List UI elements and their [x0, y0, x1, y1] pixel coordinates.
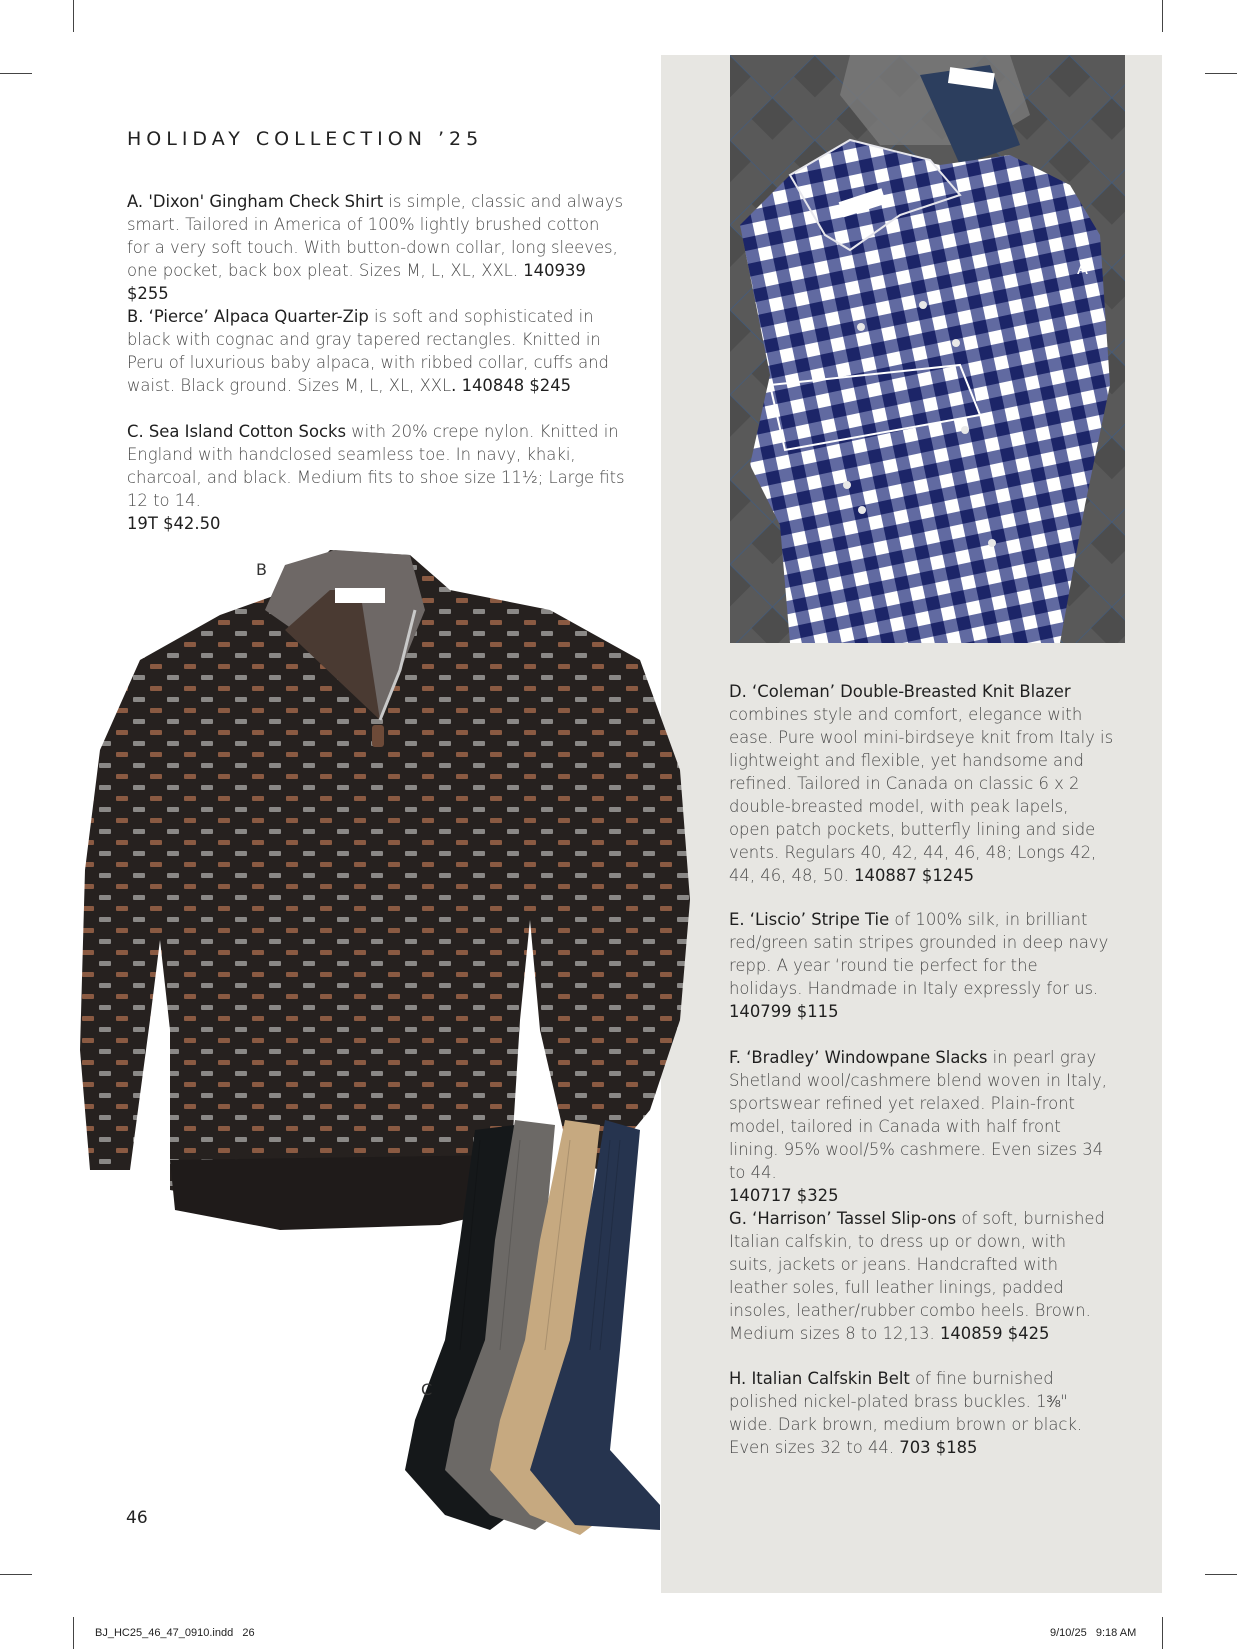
crop-mark-top-right-v [1162, 0, 1163, 32]
product-description-b [127, 305, 627, 397]
product-name-e: E. ‘Liscio’ Stripe Tie [729, 910, 890, 929]
product-text-b: is soft and sophisticated in black with cognac and gray tapered rectangles. Knitted in Peru of luxurious baby alpaca, with ribbed collar, cuffs and waist. Black ground. Sizes M, L, XL, XXL [127, 307, 609, 395]
product-text-a: is simple, classic and always smart. Tailored in America of 100% lightly brushed cotton for a very soft touch. With button-down collar, long sleeves, one pocket, back box pleat. Sizes M, L, XL, XXL. [127, 192, 623, 280]
product-name-h: H. Italian Calfskin Belt [729, 1369, 910, 1388]
photo-label-c: C [421, 1380, 433, 1399]
crop-mark-top-right-h [1205, 73, 1237, 74]
product-code-f: 140717 $325 [729, 1186, 839, 1205]
collection-heading: HOLIDAY COLLECTION ’25 [127, 128, 484, 150]
gingham-shirt-photo [730, 55, 1125, 643]
product-description-e [729, 908, 1114, 1023]
product-name-a: A. 'Dixon' Gingham Check Shirt [127, 192, 384, 211]
sea-island-socks-photo [405, 1120, 705, 1540]
photo-label-a: A [1077, 259, 1088, 278]
crop-mark-top-left-v [73, 0, 74, 32]
product-code-d: 140887 $1245 [854, 866, 975, 885]
product-text-f: in pearl gray Shetland wool/cashmere blend woven in Italy, sportswear refined yet relaxed. Plain-front model, tailored in Canada with half front lining. 95% wool/5% cashmere. Even sizes 34 to 44. [729, 1048, 1107, 1182]
crop-mark-bottom-right-v [1162, 1617, 1163, 1649]
product-description-g [729, 1207, 1114, 1345]
product-text-g: of soft, burnished Italian calfskin, to dress up or down, with suits, jackets or jeans. Handcrafted with leather soles, full leather linings, padded insoles, leather/rubber combo heels. Brown. Medium sizes 8 to 12,13. [729, 1209, 1105, 1343]
product-description-d [729, 680, 1114, 887]
product-code-e: 140799 $115 [729, 1002, 839, 1021]
product-text-h: of fine burnished polished nickel-plated brass buckles. 1⅜" wide. Dark brown, medium brown or black. Even sizes 32 to 44. [729, 1369, 1083, 1457]
crop-mark-bottom-right-h [1205, 1574, 1237, 1575]
product-code-a: 140939 $255 [127, 261, 586, 303]
product-name-d: D. ‘Coleman’ Double-Breasted Knit Blazer [729, 682, 1071, 701]
product-code-h: 703 $185 [899, 1438, 978, 1457]
product-text-d: combines style and comfort, elegance with ease. Pure wool mini-birdseye knit from Italy is lightweight and flexible, yet handsome and refined. Tailored in Canada on classic 6 x 2 double-breasted model, with peak lapels, open patch pockets, butterfly lining and side vents. Regulars 40, 42, 44, 46, 48; Longs 42, 44, 46, 48, 50. [729, 705, 1114, 885]
product-name-c: C. Sea Island Cotton Socks [127, 422, 347, 441]
product-name-b: B. ‘Pierce’ Alpaca Quarter-Zip [127, 307, 369, 326]
page-number: 46 [126, 1508, 148, 1528]
footer-timestamp: 9/10/25 9:18 AM [1050, 1627, 1137, 1639]
crop-mark-top-left-h [0, 73, 32, 74]
product-name-f: F. ‘Bradley’ Windowpane Slacks [729, 1048, 988, 1067]
crop-mark-bottom-left-h [0, 1574, 32, 1575]
product-code-g: 140859 $425 [939, 1324, 1050, 1343]
product-text-c: with 20% crepe nylon. Knitted in England with handclosed seamless toe. In navy, khaki, charcoal, and black. Medium fits to shoe size 11½; Large fits 12 to 14. [127, 422, 625, 510]
product-text-e: of 100% silk, in brilliant red/green satin stripes grounded in deep navy repp. A year ‘round tie perfect for the holidays. Handmade in Italy expressly for us. [729, 910, 1109, 998]
product-description-h [729, 1367, 1114, 1459]
product-name-g: G. ‘Harrison’ Tassel Slip-ons [729, 1209, 957, 1228]
product-description-c [127, 420, 637, 535]
product-code-c: 19T $42.50 [127, 514, 221, 533]
photo-label-b: B [256, 560, 267, 579]
crop-mark-bottom-left-v [73, 1617, 74, 1649]
product-description-a [127, 190, 627, 305]
product-description-f [729, 1046, 1114, 1207]
product-code-b: . 140848 $245 [451, 376, 572, 395]
footer-file-slug: BJ_HC25_46_47_0910.indd 26 [95, 1627, 255, 1639]
